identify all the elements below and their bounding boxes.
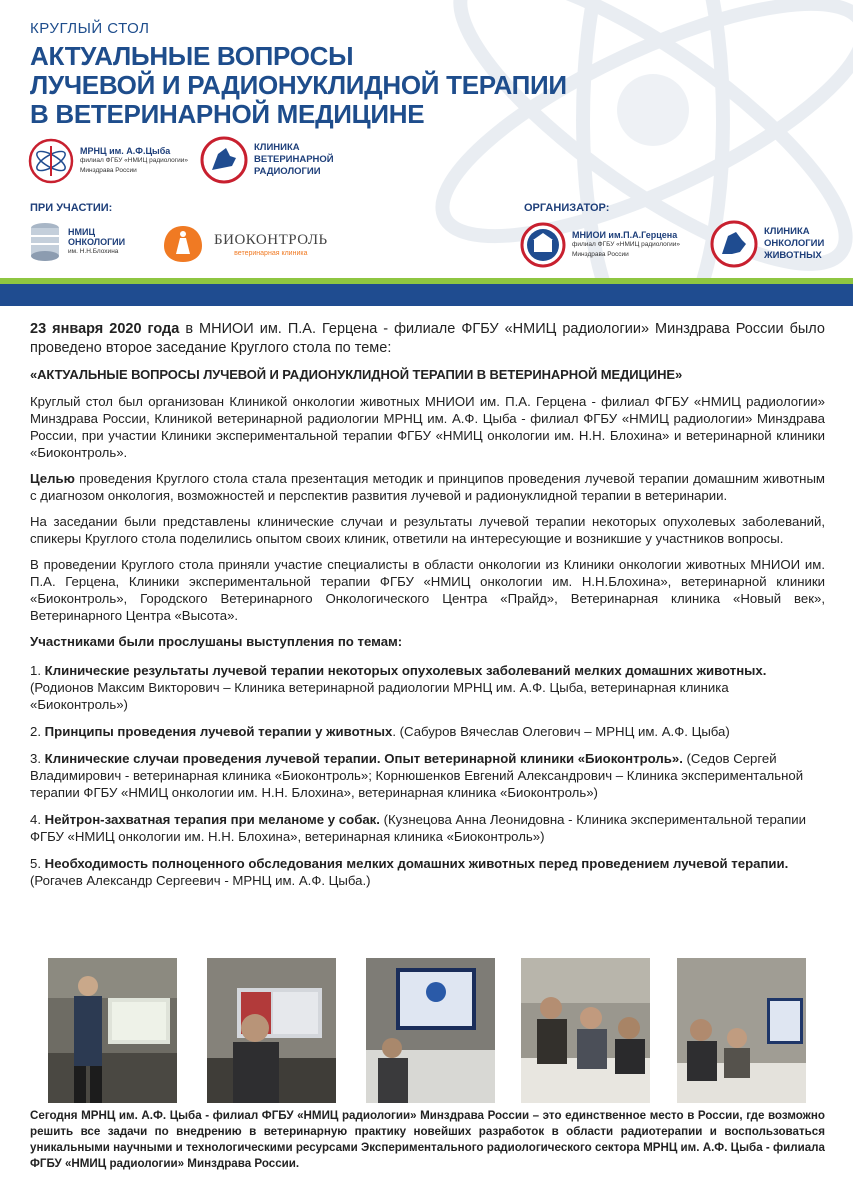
paragraph-organizers: Круглый стол был организован Клиникой онкологии животных МНИОИ им. П.А. Герцена - филиал ФГБУ «НМИЦ радиологии» Минздрава России, Клиникой ветеринарной радиологии МРНЦ им. А.Ф. Цыба - филиал ФГБУ «НМИЦ радиологии» Минздрава России, при участии Клиники экспериментальной терапии ФГБУ «НМИЦ онкологии им. Н.Н. Блохина» и ветеринарной клиники «Биоконтроль». — [30, 394, 825, 460]
talk-title: Необходимость полноценного обследования мелких домашних животных перед проведением лучевой терапии. — [44, 856, 789, 871]
event-date: 23 января 2020 года — [30, 321, 180, 337]
mnioi-name: МНИОИ им.П.А.Герцена — [572, 230, 678, 240]
logo-mnioi — [520, 222, 680, 268]
blokhin-line-1: НМИЦ — [68, 227, 96, 237]
blokhin-line-2: ОНКОЛОГИИ — [68, 237, 126, 247]
goal-text: проведения Круглого стола стала презентация методик и принципов проведения лучевой терапии домашним животным с диагнозом онкология, возможностей и перспектив развития лучевой и радионуклидной терапии в ветеринарии. — [30, 471, 825, 503]
talk-speaker: (Родионов Максим Викторович – Клиника ветеринарной радиологии МРНЦ им. А.Ф. Цыба, ветеринарная клиника «Биоконтроль») — [30, 680, 729, 712]
logo-blokhin — [28, 220, 125, 264]
participation-label: ПРИ УЧАСТИИ: — [30, 202, 113, 214]
vetrad-line-1: КЛИНИКА — [254, 142, 300, 153]
talk-item — [30, 723, 825, 740]
organizer-label: ОРГАНИЗАТОР: — [524, 202, 610, 214]
vetrad-line-3: РАДИОЛОГИИ — [254, 166, 321, 177]
article-body — [30, 320, 825, 899]
talk-number: 3. — [30, 751, 45, 766]
event-photo-1 — [48, 958, 177, 1103]
kicker: КРУГЛЫЙ СТОЛ — [30, 20, 150, 37]
mnioi-sub-1: филиал ФГБУ «НМИЦ радиологии» — [572, 241, 680, 248]
logo-animal-oncology — [710, 220, 824, 268]
event-photo-4 — [521, 958, 650, 1103]
event-photo-2 — [207, 958, 336, 1103]
talk-speaker: (Рогачев Александр Сергеевич - МРНЦ им. А.Ф. Цыба.) — [30, 873, 371, 888]
mrnc-name: МРНЦ им. А.Ф.Цыба — [80, 146, 171, 156]
event-photo-3 — [366, 958, 495, 1103]
onco-line-2: ОНКОЛОГИИ — [764, 238, 825, 249]
audience-photo-icon — [207, 958, 336, 1103]
goal-keyword: Целью — [30, 471, 75, 486]
paragraph-goal — [30, 470, 825, 504]
event-photo-5 — [677, 958, 806, 1103]
blue-stripe — [0, 284, 853, 306]
talk-title: Клинические результаты лучевой терапии некоторых опухолевых заболеваний мелких домашних животных. — [44, 663, 767, 678]
page-title — [30, 42, 567, 129]
meeting-photo-icon — [521, 958, 650, 1103]
title-line-3: В ВЕТЕРИНАРНОЙ МЕДИЦИНЕ — [30, 99, 425, 129]
talk-title: Нейтрон-захватная терапия при меланоме у собак. — [44, 812, 380, 827]
talk-number: 5. — [30, 856, 45, 871]
mrnc-emblem-icon — [28, 138, 74, 184]
mnioi-emblem-icon — [520, 222, 566, 268]
title-line-2: ЛУЧЕВОЙ И РАДИОНУКЛИДНОЙ ТЕРАПИИ — [30, 70, 567, 100]
talk-number: 4. — [30, 812, 45, 827]
footer-statement: Сегодня МРНЦ им. А.Ф. Цыба - филиал ФГБУ «НМИЦ радиологии» Минздрава России – это единственное место в России, где возможно решить все задачи по внедрению в ветеринарную практику новейших разработок в области радиотерапии и воспользоваться уникальными научными и технологическими ресурсами Экспериментального радиологического сектора МРНЦ им. А.Ф. Цыба - филиала ФГБУ «НМИЦ радиологии» Минздрава России. — [30, 1109, 825, 1170]
screen-photo-icon — [366, 958, 495, 1103]
talk-title: Принципы проведения лучевой терапии у животных — [44, 724, 393, 739]
blokhin-emblem-icon — [28, 220, 62, 264]
logo-mrnc — [28, 138, 188, 184]
talk-item — [30, 811, 825, 845]
talk-item — [30, 662, 825, 713]
animal-oncology-emblem-icon — [710, 220, 758, 268]
blokhin-line-3: им. Н.Н.Блохина — [68, 248, 119, 255]
mnioi-sub-2: Минздрава России — [572, 251, 629, 258]
photo-strip — [48, 958, 818, 1103]
biocontrol-sub: ветеринарная клиника — [234, 249, 308, 257]
mrnc-sub-2: Минздрава России — [80, 167, 137, 174]
vet-radiology-emblem-icon — [200, 136, 248, 184]
speakers-heading: Участниками были прослушаны выступления по темам: — [30, 634, 403, 649]
mrnc-sub-1: филиал ФГБУ «НМИЦ радиологии» — [80, 157, 188, 164]
header-banner — [0, 0, 853, 278]
talk-title: Клинические случаи проведения лучевой терапии. Опыт ветеринарной клиники «Биоконтроль». — [44, 751, 683, 766]
talk-speaker: (Кузнецова Анна Леонидовна - Клиника экспериментальной терапии ФГБУ «НМИЦ онкологии им. Н.Н. Блохина», ветеринарная клиника «Биоконтроль») — [30, 812, 806, 844]
talk-item — [30, 750, 825, 801]
talk-speaker: . (Сабуров Вячеслав Олегович – МРНЦ им. А.Ф. Цыба) — [392, 724, 730, 739]
onco-line-1: КЛИНИКА — [764, 226, 810, 237]
talk-number: 2. — [30, 724, 45, 739]
logo-vet-radiology — [200, 136, 334, 184]
talk-number: 1. — [30, 663, 45, 678]
speaker-photo-icon — [48, 958, 177, 1103]
paragraph-session: На заседании были представлены клинические случаи и результаты лучевой терапии некоторых опухолевых заболеваний, спикеры Круглого стола поделились опытом своих клиник, ответили на интересующие и возникшие у участников вопросы. — [30, 514, 825, 546]
paragraph-participants: В проведении Круглого стола приняли участие специалисты в области онкологии из Клиники онкологии животных МНИОИ им. П.А. Герцена, Клиники экспериментальной терапии ФГБУ «НМИЦ онкологии им. Н.Н.Блохина», ветеринарной клиники «Биоконтроль», Городского Ветеринарного Онкологического Центра «Прайд», Ветеринарная клиника «Новый век», Ветеринарного Центра «Высота». — [30, 557, 825, 623]
lead-paragraph — [30, 320, 825, 358]
room-photo-icon — [677, 958, 806, 1103]
talk-speaker: (Седов Сергей Владимирович - ветеринарная клиника «Биоконтроль»; Корнюшенков Евгений Александрович – Клиника экспериментальной терапии ФГБУ «НМИЦ онкологии им. Н.Н. Блохина», ветеринарная клиника «Биоконтроль») — [30, 751, 804, 800]
lead-text: в МНИОИ им. П.А. Герцена - филиале ФГБУ «НМИЦ радиологии» Минздрава России было проведено второе заседание Круглого стола по теме: — [30, 321, 825, 356]
onco-line-3: ЖИВОТНЫХ — [764, 250, 822, 261]
event-theme: «АКТУАЛЬНЫЕ ВОПРОСЫ ЛУЧЕВОЙ И РАДИОНУКЛИДНОЙ ТЕРАПИИ В ВЕТЕРИНАРНОЙ МЕДИЦИНЕ» — [30, 367, 683, 382]
talk-item — [30, 855, 825, 889]
title-line-1: АКТУАЛЬНЫЕ ВОПРОСЫ — [30, 41, 354, 71]
vetrad-line-2: ВЕТЕРИНАРНОЙ — [254, 154, 334, 165]
logo-biocontrol — [162, 224, 328, 264]
biocontrol-emblem-icon — [162, 224, 204, 264]
biocontrol-name: БИОКОНТРОЛЬ — [214, 231, 328, 248]
